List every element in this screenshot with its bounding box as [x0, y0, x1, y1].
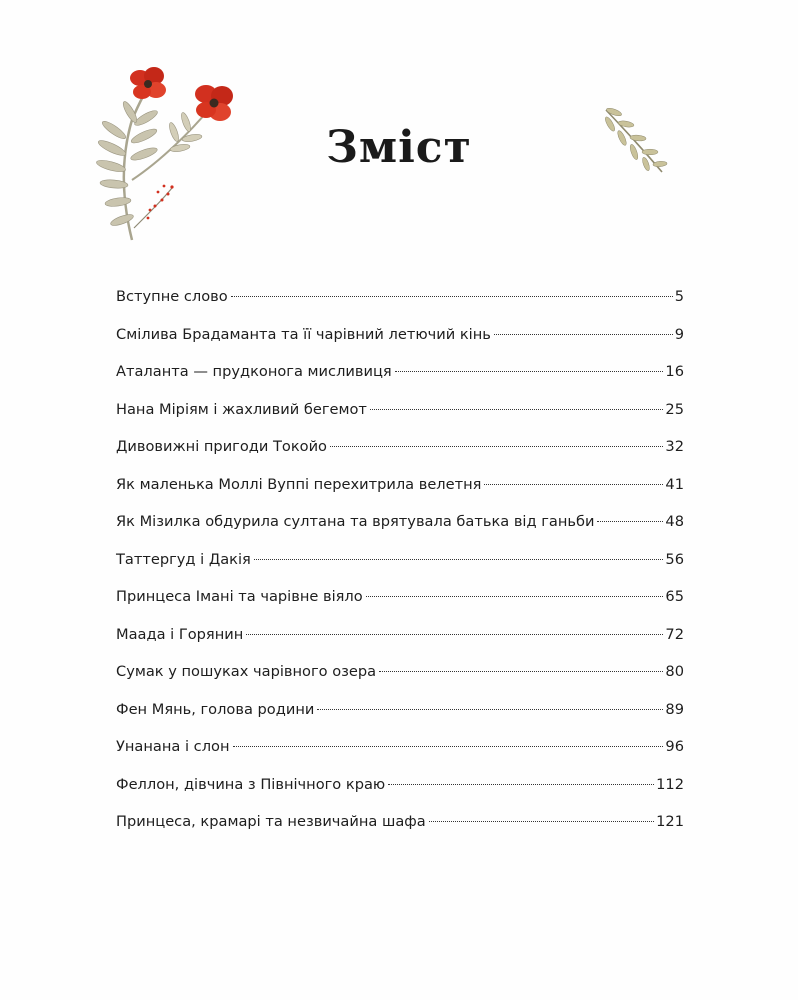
- dot-leader: [370, 409, 663, 410]
- dot-leader: [231, 296, 673, 297]
- toc-entry-page-number: 56: [665, 550, 684, 568]
- dot-leader: [379, 671, 663, 672]
- dot-leader: [330, 446, 663, 447]
- toc-entry-title: Принцеса, крамарі та незвичайна шафа: [116, 813, 426, 830]
- toc-entry-page-number: 80: [665, 663, 684, 680]
- toc-entry[interactable]: [116, 397, 684, 435]
- toc-entry-page-number: 41: [665, 475, 684, 493]
- toc-entry-title: Дивовижні пригоди Токойо: [116, 438, 327, 455]
- toc-entry-title: Вступне слово: [116, 288, 228, 305]
- toc-entry-page-number: 48: [665, 513, 684, 530]
- toc-entry[interactable]: [116, 472, 684, 510]
- toc-entry-title: Маада і Горянин: [116, 625, 244, 643]
- dot-leader: [597, 521, 663, 522]
- toc-entry-page-number: 72: [665, 625, 684, 643]
- dot-leader: [494, 334, 673, 335]
- dot-leader: [317, 709, 663, 710]
- dot-leader: [395, 371, 664, 372]
- toc-entry-page-number: 32: [665, 438, 684, 455]
- toc-entry-title: Принцеса Імані та чарівне віяло: [116, 588, 363, 605]
- toc-entry[interactable]: [116, 659, 684, 697]
- table-of-contents: [116, 284, 684, 847]
- toc-entry-title: Смілива Брадаманта та її чарівний летючий кінь: [116, 325, 491, 343]
- toc-entry-page-number: 89: [665, 700, 684, 718]
- toc-entry-page-number: 16: [665, 363, 684, 380]
- toc-entry-page-number: 112: [656, 775, 684, 793]
- toc-entry[interactable]: [116, 584, 684, 622]
- toc-entry-title: Унанана і слон: [116, 738, 230, 755]
- toc-entry-page-number: 9: [674, 325, 684, 343]
- toc-entry-title: Як Мізилка обдурила султана та врятувала батька від ганьби: [116, 513, 595, 530]
- toc-entry[interactable]: [116, 734, 684, 772]
- page-title: Зміст: [326, 122, 472, 173]
- toc-entry[interactable]: [116, 547, 684, 585]
- toc-entry[interactable]: [116, 322, 684, 360]
- toc-entry[interactable]: [116, 509, 684, 547]
- toc-entry-title: Нана Міріям і жахливий бегемот: [116, 400, 367, 418]
- toc-entry-title: Таттергуд і Дакія: [116, 550, 251, 568]
- toc-entry-page-number: 25: [665, 400, 684, 418]
- toc-entry[interactable]: [116, 772, 684, 810]
- toc-entry[interactable]: [116, 434, 684, 472]
- dot-leader: [246, 634, 663, 635]
- toc-entry-page-number: 121: [656, 813, 684, 830]
- toc-entry-title: Аталанта — прудконога мисливиця: [116, 363, 392, 380]
- toc-entry-title: Фен Мянь, голова родини: [116, 700, 315, 718]
- dot-leader: [484, 484, 663, 485]
- dot-leader: [233, 746, 664, 747]
- toc-entry-page-number: 96: [665, 738, 684, 755]
- toc-entry-page-number: 65: [665, 588, 684, 605]
- toc-entry-page-number: 5: [674, 288, 684, 305]
- dot-leader: [429, 821, 654, 822]
- toc-entry[interactable]: [116, 697, 684, 735]
- toc-entry-title: Сумак у пошуках чарівного озера: [116, 663, 377, 680]
- dot-leader: [388, 784, 654, 785]
- dot-leader: [366, 596, 664, 597]
- toc-entry-title: Феллон, дівчина з Північного краю: [116, 775, 386, 793]
- toc-entry[interactable]: [116, 284, 684, 322]
- toc-entry[interactable]: [116, 809, 684, 847]
- toc-entry[interactable]: [116, 359, 684, 397]
- toc-entry-title: Як маленька Моллі Вуппі перехитрила велетня: [116, 475, 482, 493]
- dot-leader: [254, 559, 664, 560]
- toc-entry[interactable]: [116, 622, 684, 660]
